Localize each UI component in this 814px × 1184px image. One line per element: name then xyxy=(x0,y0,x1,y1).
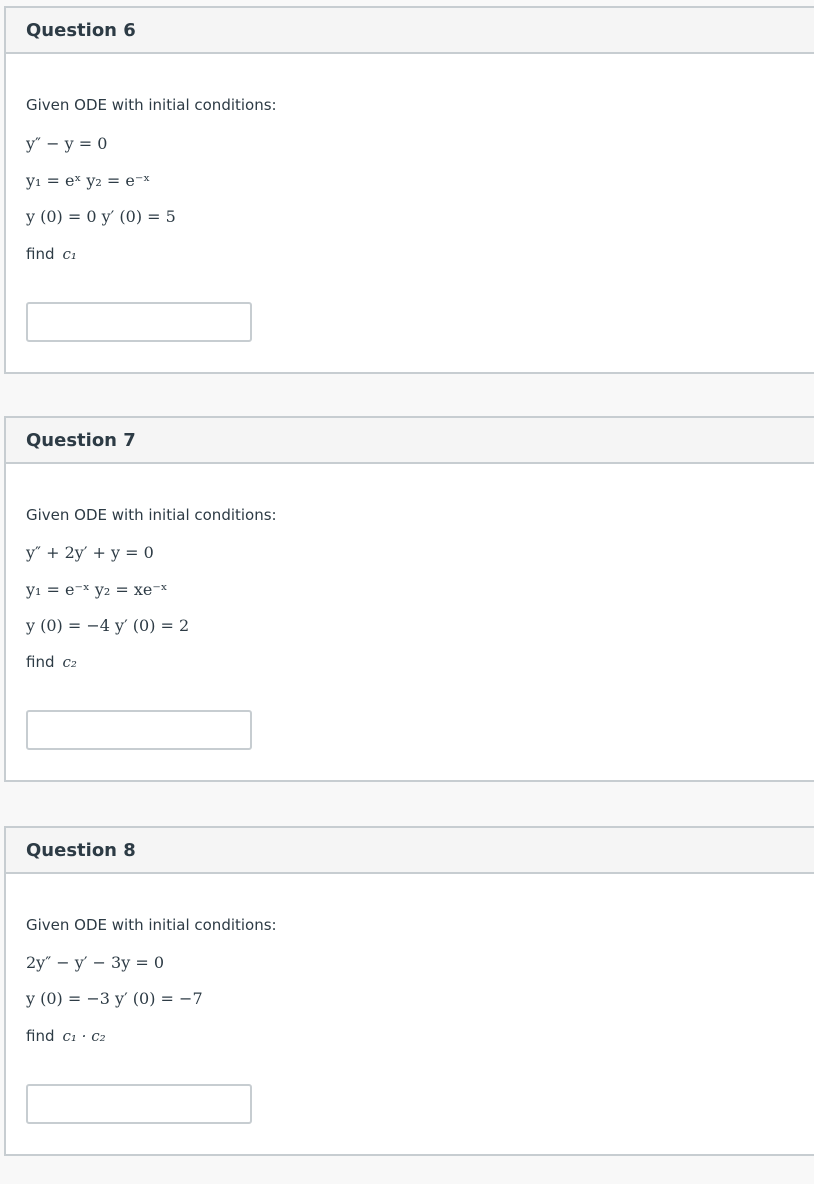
question-title: Question 7 xyxy=(26,429,136,451)
find-label: find xyxy=(26,653,55,671)
find-instruction xyxy=(26,653,77,671)
fundamental-solutions: y₁ = e⁻ˣ y₂ = xe⁻ˣ xyxy=(26,580,168,599)
ode-equation: 2y″ − y′ − 3y = 0 xyxy=(26,953,164,972)
initial-conditions: y (0) = −4 y′ (0) = 2 xyxy=(26,616,190,635)
initial-conditions: y (0) = 0 y′ (0) = 5 xyxy=(26,207,176,226)
question-title: Question 8 xyxy=(26,839,136,861)
find-target: c₁ · c₂ xyxy=(62,1027,106,1045)
question-7 xyxy=(4,416,814,782)
ode-equation: y″ + 2y′ + y = 0 xyxy=(26,543,154,562)
find-label: find xyxy=(26,1027,55,1045)
answer-input[interactable] xyxy=(26,302,252,342)
question-prompt: Given ODE with initial conditions: xyxy=(26,506,277,524)
find-instruction xyxy=(26,1027,106,1045)
initial-conditions: y (0) = −3 y′ (0) = −7 xyxy=(26,989,203,1008)
ode-equation: y″ − y = 0 xyxy=(26,134,108,153)
question-8 xyxy=(4,826,814,1156)
answer-input[interactable] xyxy=(26,710,252,750)
question-prompt: Given ODE with initial conditions: xyxy=(26,96,277,114)
question-title: Question 6 xyxy=(26,19,136,41)
find-target: c₂ xyxy=(62,653,77,671)
question-header xyxy=(6,828,814,874)
find-target: c₁ xyxy=(62,245,77,263)
answer-input[interactable] xyxy=(26,1084,252,1124)
question-header xyxy=(6,8,814,54)
question-header xyxy=(6,418,814,464)
find-instruction xyxy=(26,245,77,263)
question-6 xyxy=(4,6,814,374)
find-label: find xyxy=(26,245,55,263)
question-prompt: Given ODE with initial conditions: xyxy=(26,916,277,934)
fundamental-solutions: y₁ = eˣ y₂ = e⁻ˣ xyxy=(26,171,151,190)
